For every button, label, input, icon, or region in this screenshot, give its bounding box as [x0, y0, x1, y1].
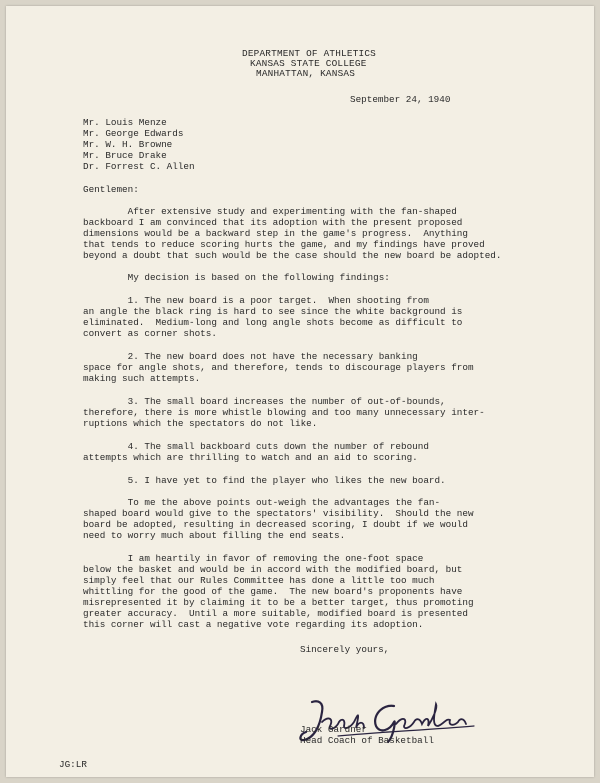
letterhead-line-2: KANSAS STATE COLLEGE — [250, 58, 367, 69]
paragraph-line: greater accuracy. Until a more suitable, modified board is presented — [83, 608, 468, 619]
finding-line: 4. The small backboard cuts down the number of rebound — [83, 441, 429, 452]
finding-line: eliminated. Medium-long and long angle shots become as difficult to — [83, 317, 463, 328]
signer-name: Jack Gardner — [300, 724, 367, 735]
closing: Sincerely yours, — [300, 644, 390, 655]
recipient: Mr. Bruce Drake — [83, 150, 167, 161]
letter-date: September 24, 1940 — [350, 94, 451, 105]
finding-line: 3. The small board increases the number of out-of-bounds, — [83, 396, 446, 407]
finding-line: 5. I have yet to find the player who likes the new board. — [83, 475, 446, 486]
paragraph-line: this corner will cast a negative vote regarding its adoption. — [83, 619, 424, 630]
letter-page — [6, 6, 594, 777]
paragraph-line: backboard I am convinced that its adoption with the present proposed — [83, 217, 463, 228]
finding-line: 1. The new board is a poor target. When shooting from — [83, 295, 429, 306]
recipient: Mr. W. H. Browne — [83, 139, 173, 150]
salutation: Gentlemen: — [83, 184, 139, 195]
paragraph-line: misrepresented it by claiming it to be a better target, thus promoting — [83, 597, 474, 608]
letterhead-line-1: DEPARTMENT OF ATHLETICS — [242, 48, 376, 59]
paragraph-line: need to worry much about filling the end seats. — [83, 530, 346, 541]
finding-line: convert as corner shots. — [83, 328, 217, 339]
paragraph-line: shaped board would give to the spectators' visibility. Should the new — [83, 508, 474, 519]
paragraph-line: After extensive study and experimenting with the fan-shaped — [83, 206, 457, 217]
paragraph-line: My decision is based on the following findings: — [83, 272, 390, 283]
finding-line: ruptions which the spectators do not like. — [83, 418, 318, 429]
typist-initials: JG:LR — [59, 759, 87, 770]
recipient: Mr. Louis Menze — [83, 117, 167, 128]
paragraph-line: dimensions would be a backward step in the game's progress. Anything — [83, 228, 468, 239]
paragraph-line: simply feel that our Rules Committee has done a little too much — [83, 575, 435, 586]
paragraph-line: board be adopted, resulting in decreased scoring, I doubt if we would — [83, 519, 468, 530]
paragraph-line: whittling for the good of the game. The new board's proponents have — [83, 586, 463, 597]
finding-line: attempts which are thrilling to watch and an aid to scoring. — [83, 452, 418, 463]
paragraph-line: below the basket and would be in accord with the modified board, but — [83, 564, 463, 575]
paragraph-line: I am heartily in favor of removing the one-foot space — [83, 553, 424, 564]
recipient: Dr. Forrest C. Allen — [83, 161, 195, 172]
finding-line: therefore, there is more whistle blowing and too many unnecessary inter- — [83, 407, 485, 418]
signer-title: Head Coach of Basketball — [300, 735, 434, 746]
letterhead-line-3: MANHATTAN, KANSAS — [256, 68, 356, 79]
paragraph-line: beyond a doubt that such would be the case should the new board be adopted. — [83, 250, 502, 261]
paragraph-line: that tends to reduce scoring hurts the game, and my findings have proved — [83, 239, 485, 250]
finding-line: space for angle shots, and therefore, tends to discourage players from — [83, 362, 474, 373]
finding-line: making such attempts. — [83, 373, 201, 384]
finding-line: an angle the black ring is hard to see since the white background is — [83, 306, 463, 317]
finding-line: 2. The new board does not have the necessary banking — [83, 351, 418, 362]
recipient: Mr. George Edwards — [83, 128, 184, 139]
paragraph-line: To me the above points out-weigh the advantages the fan- — [83, 497, 441, 508]
